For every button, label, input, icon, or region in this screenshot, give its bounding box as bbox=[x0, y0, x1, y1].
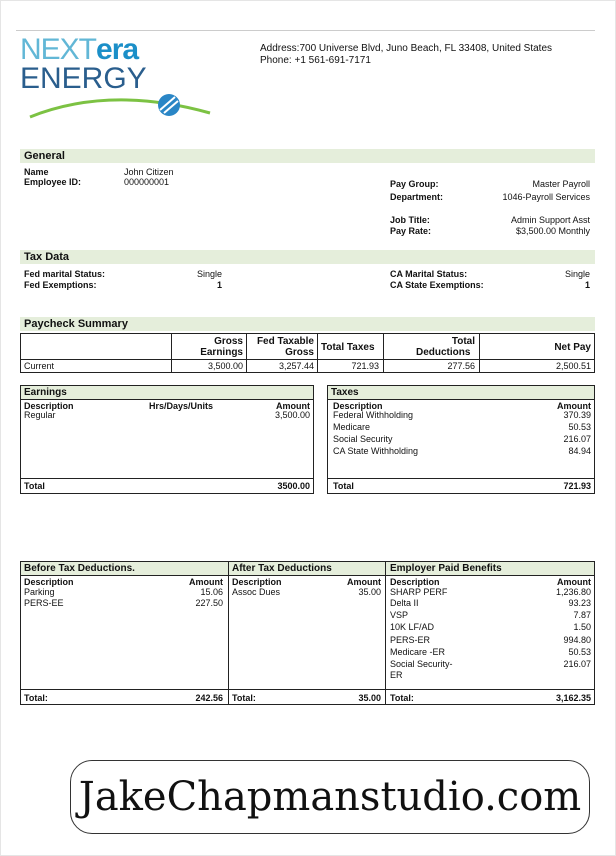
company-logo bbox=[20, 35, 220, 135]
department-value: 1046-Payroll Services bbox=[502, 192, 590, 202]
after-item-amount: 35.00 bbox=[358, 587, 381, 597]
employer-item-desc: Medicare -ER bbox=[390, 647, 446, 657]
employer-col-amount: Amount bbox=[557, 577, 591, 587]
after-item-desc: Assoc Dues bbox=[232, 587, 281, 597]
summary-deductions-value: 277.56 bbox=[447, 361, 475, 371]
summary-row-label: Current bbox=[24, 361, 55, 371]
watermark-banner: JakeChapmanstudio.com bbox=[70, 760, 590, 834]
payrate-label: Pay Rate: bbox=[390, 226, 432, 236]
fed-exempt-label: Fed Exemptions: bbox=[24, 280, 97, 290]
empid-value: 000000001 bbox=[124, 177, 170, 187]
summary-gross-value: 3,500.00 bbox=[207, 361, 243, 371]
after-tax-header: After Tax Deductions bbox=[232, 563, 332, 574]
deductions-benefits-table bbox=[20, 561, 595, 705]
before-tax-header: Before Tax Deductions. bbox=[24, 563, 135, 574]
employer-header: Employer Paid Benefits bbox=[390, 563, 502, 574]
before-item-amount: 15.06 bbox=[200, 587, 223, 597]
paystub-page bbox=[16, 30, 595, 821]
earnings-header: Earnings bbox=[21, 386, 313, 400]
before-col-desc: Description bbox=[24, 577, 74, 587]
summary-table bbox=[20, 333, 595, 373]
tax-item-amount: 50.53 bbox=[568, 422, 591, 432]
summary-header-ded-1: Total bbox=[451, 336, 475, 347]
logo-text-next: NEXT bbox=[20, 33, 97, 66]
earnings-col-desc: Description bbox=[24, 401, 74, 411]
before-col-amount: Amount bbox=[189, 577, 223, 587]
ca-marital-value: Single bbox=[564, 269, 590, 279]
employer-item-desc: VSP bbox=[390, 610, 409, 620]
tax-item-amount: 370.39 bbox=[563, 410, 591, 420]
employer-item-desc: Delta II bbox=[390, 598, 419, 608]
employer-item-desc: SHARP PERF bbox=[390, 587, 448, 597]
earnings-box bbox=[20, 385, 314, 494]
section-summary-header: Paycheck Summary bbox=[20, 317, 595, 331]
tax-item-desc: CA State Withholding bbox=[333, 446, 419, 456]
empid-label: Employee ID: bbox=[24, 177, 82, 187]
employer-total-label: Total: bbox=[390, 693, 414, 703]
before-total-label: Total: bbox=[24, 693, 48, 703]
jobtitle-label: Job Title: bbox=[390, 215, 430, 225]
employer-item-amount: 1.50 bbox=[573, 622, 591, 632]
payrate-value: $3,500.00 Monthly bbox=[515, 226, 590, 236]
summary-header-ded-2: Deductions bbox=[416, 347, 471, 358]
tax-item-amount: 84.94 bbox=[568, 446, 591, 456]
name-value: John Citizen bbox=[124, 167, 174, 177]
earnings-total-value: 3500.00 bbox=[277, 481, 310, 491]
jobtitle-value: Admin Support Asst bbox=[510, 215, 590, 225]
before-item-desc: PERS-EE bbox=[24, 598, 64, 608]
logo-swoosh-icon bbox=[20, 75, 220, 125]
tax-item-amount: 216.07 bbox=[563, 434, 591, 444]
taxes-col-amount: Amount bbox=[557, 401, 591, 411]
employer-item-amount: 50.53 bbox=[568, 647, 591, 657]
earnings-total-label: Total bbox=[24, 481, 45, 491]
fed-exempt-value: 1 bbox=[216, 280, 222, 290]
employer-item-amount: 93.23 bbox=[568, 598, 591, 608]
earnings-item-amount: 3,500.00 bbox=[274, 410, 310, 420]
summary-header-gross-1: Gross bbox=[214, 336, 243, 347]
paygroup-label: Pay Group: bbox=[390, 179, 439, 189]
after-col-desc: Description bbox=[232, 577, 282, 587]
company-phone: Phone: +1 561-691-7171 bbox=[260, 55, 371, 66]
fed-marital-value: Single bbox=[196, 269, 222, 279]
section-general-header: General bbox=[20, 149, 595, 163]
ca-marital-label: CA Marital Status: bbox=[390, 269, 468, 279]
company-contact bbox=[260, 43, 552, 67]
department-label: Department: bbox=[390, 192, 444, 202]
summary-taxes-value: 721.93 bbox=[351, 361, 379, 371]
company-address: Address:700 Universe Blvd, Juno Beach, FL 33408, United States bbox=[260, 43, 553, 54]
summary-header-gross-2: Earnings bbox=[200, 347, 243, 358]
after-col-amount: Amount bbox=[347, 577, 381, 587]
tax-item-desc: Federal Withholding bbox=[333, 410, 414, 420]
taxes-header: Taxes bbox=[328, 386, 594, 400]
section-tax-header: Tax Data bbox=[20, 250, 595, 264]
employer-item-desc: Social Security- bbox=[390, 659, 453, 669]
fed-marital-label: Fed marital Status: bbox=[24, 269, 106, 279]
summary-header-fed-1: Fed Taxable bbox=[256, 336, 314, 347]
paygroup-value: Master Payroll bbox=[532, 179, 590, 189]
earnings-col-units: Hrs/Days/Units bbox=[149, 401, 214, 411]
before-total-value: 242.56 bbox=[195, 693, 223, 703]
earnings-item-desc: Regular bbox=[24, 410, 56, 420]
employer-col-desc: Description bbox=[390, 577, 440, 587]
logo-text-era: era bbox=[96, 33, 139, 66]
employer-total-value: 3,162.35 bbox=[555, 693, 591, 703]
summary-header-net: Net Pay bbox=[554, 342, 591, 353]
summary-net-value: 2,500.51 bbox=[555, 361, 591, 371]
summary-fed-value: 3,257.44 bbox=[278, 361, 314, 371]
ca-exempt-value: 1 bbox=[584, 280, 590, 290]
employer-item-amount: 7.87 bbox=[573, 610, 591, 620]
tax-item-desc: Social Security bbox=[333, 434, 393, 444]
after-total-value: 35.00 bbox=[358, 693, 381, 703]
employer-item-desc: 10K LF/AD bbox=[390, 622, 435, 632]
summary-header-fed-2: Gross bbox=[285, 347, 314, 358]
before-item-desc: Parking bbox=[24, 587, 55, 597]
taxes-total-label: Total bbox=[333, 481, 354, 491]
ca-exempt-label: CA State Exemptions: bbox=[390, 280, 484, 290]
before-item-amount: 227.50 bbox=[195, 598, 223, 608]
earnings-col-amount: Amount bbox=[276, 401, 310, 411]
taxes-total-value: 721.93 bbox=[563, 481, 591, 491]
summary-header-taxes: Total Taxes bbox=[321, 342, 375, 353]
name-label: Name bbox=[24, 167, 49, 177]
employer-item-amount: 1,236.80 bbox=[555, 587, 591, 597]
employer-item-amount: 216.07 bbox=[563, 659, 591, 669]
taxes-box bbox=[327, 385, 595, 494]
employer-item-desc: ER bbox=[390, 670, 403, 680]
employer-item-amount: 994.80 bbox=[563, 635, 591, 645]
after-total-label: Total: bbox=[232, 693, 256, 703]
tax-item-desc: Medicare bbox=[333, 422, 371, 432]
taxes-col-desc: Description bbox=[333, 401, 383, 411]
logo-text-energy: ENERGY bbox=[20, 62, 147, 95]
employer-item-desc: PERS-ER bbox=[390, 635, 431, 645]
